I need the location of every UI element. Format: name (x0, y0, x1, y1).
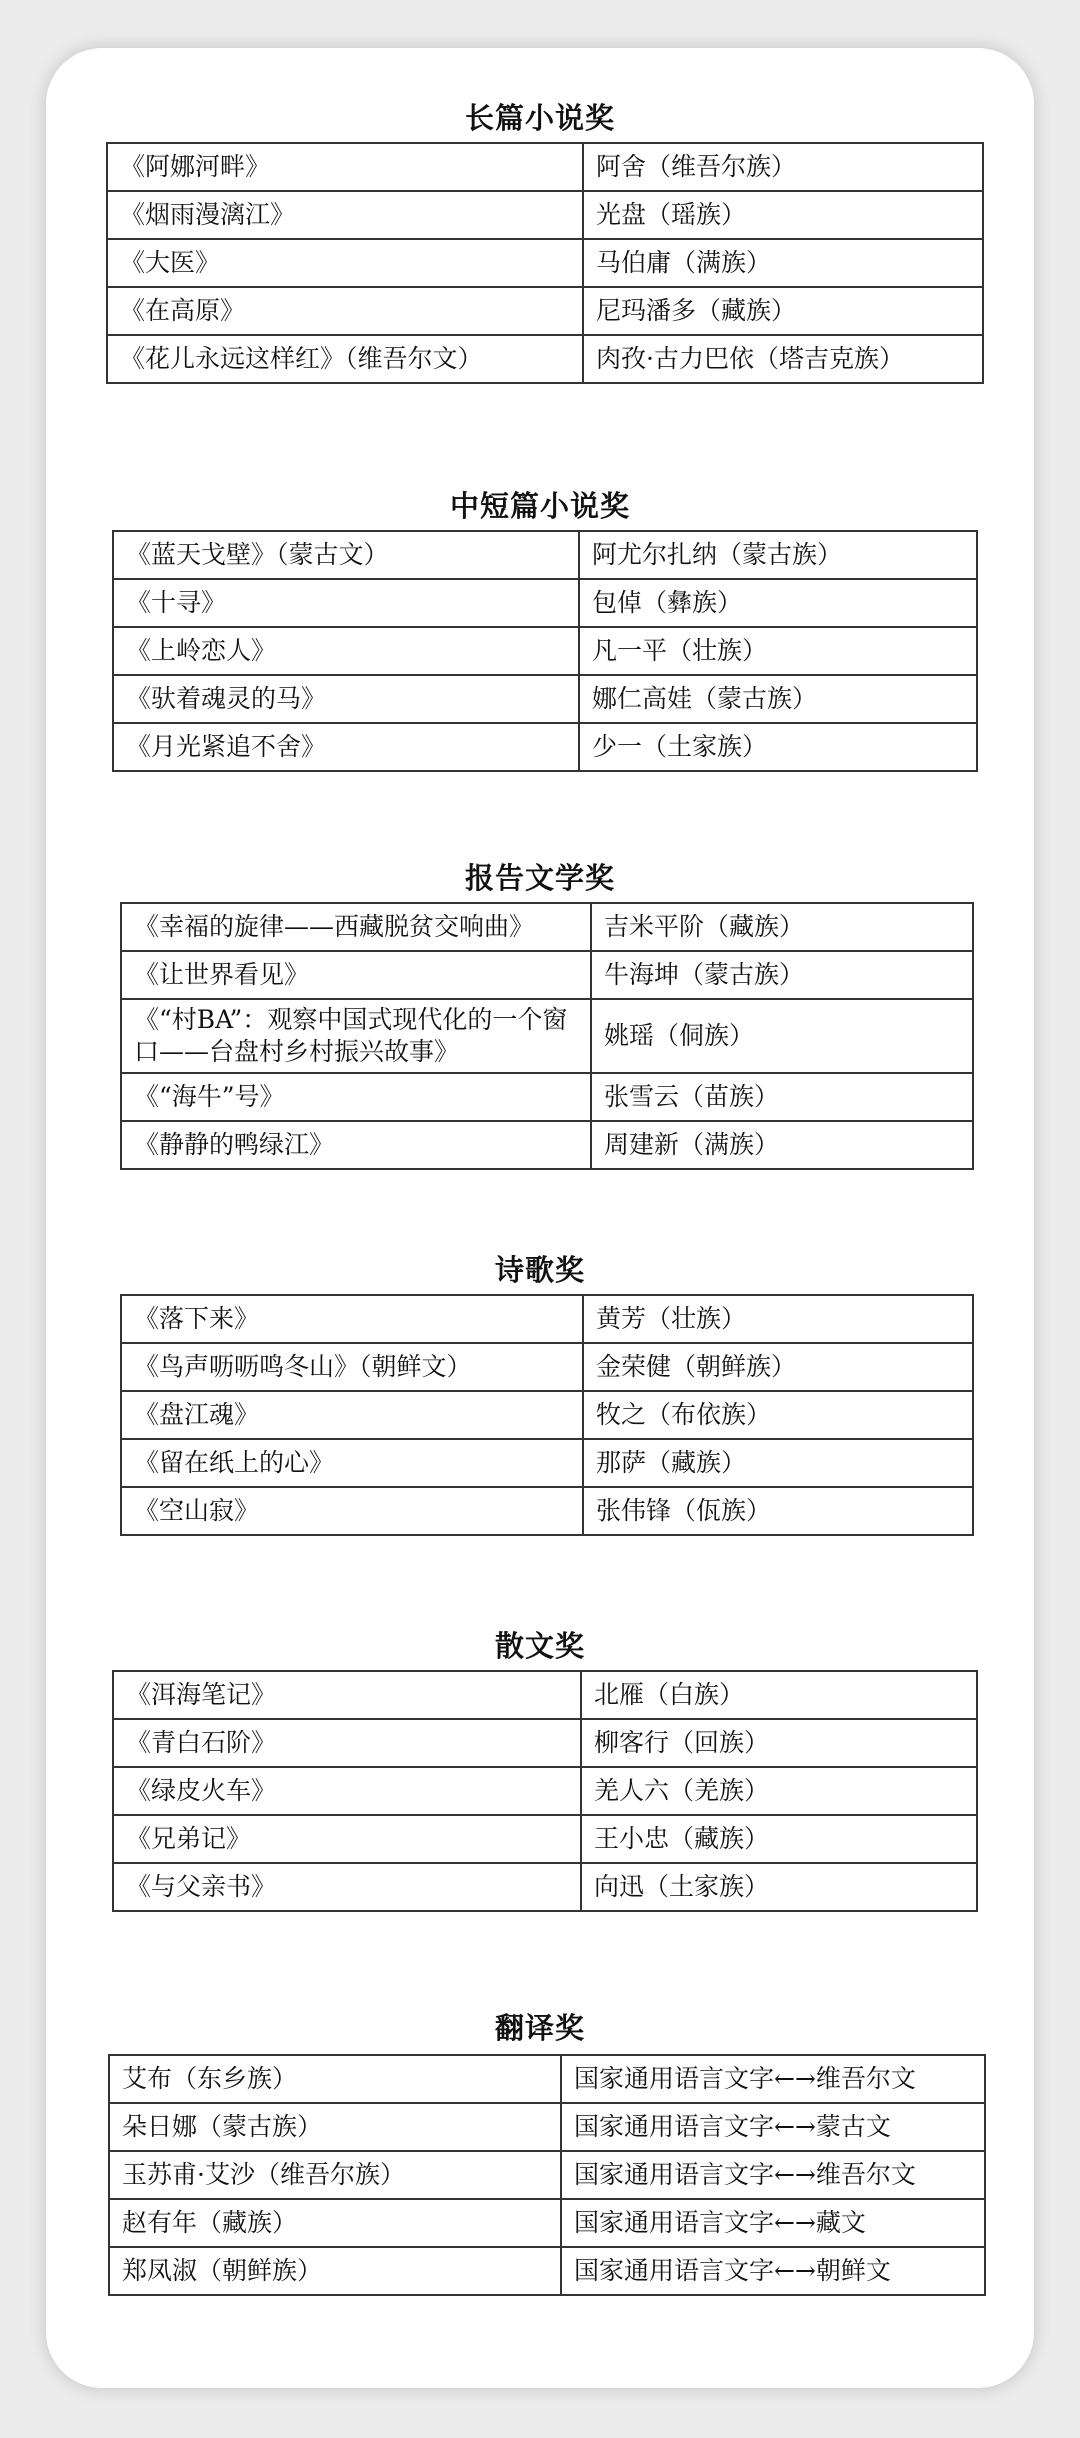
table-row (113, 627, 977, 675)
work-title: 《花儿永远这样红》（维吾尔文） (107, 335, 583, 383)
table-row (113, 1671, 977, 1719)
author: 向迅（土家族） (581, 1863, 977, 1911)
author: 光盘（瑶族） (583, 191, 983, 239)
table-row (113, 675, 977, 723)
work-title: 《绿皮火车》 (113, 1767, 581, 1815)
table-row (107, 143, 983, 191)
table-row (107, 287, 983, 335)
author: 阿舍（维吾尔族） (583, 143, 983, 191)
author: 娜仁高娃（蒙古族） (579, 675, 977, 723)
work-title: 《静静的鸭绿江》 (121, 1121, 591, 1169)
author: 金荣健（朝鲜族） (583, 1343, 973, 1391)
work-title: 《让世界看见》 (121, 951, 591, 999)
translator: 郑凤淑（朝鲜族） (109, 2247, 561, 2295)
table-row (113, 1719, 977, 1767)
work-title: 《大医》 (107, 239, 583, 287)
table-row (121, 1343, 973, 1391)
work-title: 《月光紧追不舍》 (113, 723, 579, 771)
work-title: 《蓝天戈壁》（蒙古文） (113, 531, 579, 579)
award-table (120, 1294, 974, 1536)
work-title: 《空山寂》 (121, 1487, 583, 1535)
translator: 朵日娜（蒙古族） (109, 2103, 561, 2151)
work-title: 《“村BA”：观察中国式现代化的一个窗口——台盘村乡村振兴故事》 (121, 999, 591, 1073)
work-title: 《“海牛”号》 (121, 1073, 591, 1121)
table-row (107, 191, 983, 239)
table-row (113, 1767, 977, 1815)
author: 牧之（布依族） (583, 1391, 973, 1439)
table-row (121, 1121, 973, 1169)
award-list-card (46, 48, 1034, 2388)
table-row (121, 1391, 973, 1439)
section-title: 翻译奖 (494, 2011, 585, 2045)
author: 包倬（彝族） (579, 579, 977, 627)
author: 肉孜·古力巴依（塔吉克族） (583, 335, 983, 383)
author: 那萨（藏族） (583, 1439, 973, 1487)
award-table (106, 142, 984, 384)
author: 张伟锋（佤族） (583, 1487, 973, 1535)
award-table (120, 902, 974, 1170)
work-title: 《烟雨漫漓江》 (107, 191, 583, 239)
work-title: 《落下来》 (121, 1295, 583, 1343)
author: 周建新（满族） (591, 1121, 973, 1169)
translator: 玉苏甫·艾沙（维吾尔族） (109, 2151, 561, 2199)
work-title: 《与父亲书》 (113, 1863, 581, 1911)
table-row (121, 1487, 973, 1535)
work-title: 《留在纸上的心》 (121, 1439, 583, 1487)
author: 马伯庸（满族） (583, 239, 983, 287)
table-row (109, 2247, 985, 2295)
language-pair: 国家通用语言文字←→维吾尔文 (561, 2055, 985, 2103)
award-table (108, 2054, 986, 2296)
table-row (109, 2151, 985, 2199)
table-row (113, 579, 977, 627)
section-title: 诗歌奖 (494, 1253, 585, 1287)
language-pair: 国家通用语言文字←→朝鲜文 (561, 2247, 985, 2295)
table-row (121, 903, 973, 951)
table-row (113, 531, 977, 579)
table-row (109, 2055, 985, 2103)
section-title: 散文奖 (494, 1629, 585, 1663)
work-title: 《上岭恋人》 (113, 627, 579, 675)
work-title: 《驮着魂灵的马》 (113, 675, 579, 723)
award-table (112, 530, 978, 772)
author: 张雪云（苗族） (591, 1073, 973, 1121)
author: 少一（土家族） (579, 723, 977, 771)
table-row (109, 2103, 985, 2151)
language-pair: 国家通用语言文字←→藏文 (561, 2199, 985, 2247)
author: 柳客行（回族） (581, 1719, 977, 1767)
author: 尼玛潘多（藏族） (583, 287, 983, 335)
language-pair: 国家通用语言文字←→维吾尔文 (561, 2151, 985, 2199)
language-pair: 国家通用语言文字←→蒙古文 (561, 2103, 985, 2151)
work-title: 《在高原》 (107, 287, 583, 335)
work-title: 《十寻》 (113, 579, 579, 627)
author: 牛海坤（蒙古族） (591, 951, 973, 999)
author: 北雁（白族） (581, 1671, 977, 1719)
award-table (112, 1670, 978, 1912)
author: 吉米平阶（藏族） (591, 903, 973, 951)
work-title: 《青白石阶》 (113, 1719, 581, 1767)
table-row (109, 2199, 985, 2247)
table-row (113, 1815, 977, 1863)
work-title: 《鸟声呖呖鸣冬山》（朝鲜文） (121, 1343, 583, 1391)
section-title: 长篇小说奖 (464, 101, 615, 135)
work-title: 《洱海笔记》 (113, 1671, 581, 1719)
author: 凡一平（壮族） (579, 627, 977, 675)
table-row (121, 1073, 973, 1121)
translator: 艾布（东乡族） (109, 2055, 561, 2103)
author: 姚瑶（侗族） (591, 999, 973, 1073)
table-row (121, 1439, 973, 1487)
work-title: 《盘江魂》 (121, 1391, 583, 1439)
author: 羌人六（羌族） (581, 1767, 977, 1815)
table-row (121, 1295, 973, 1343)
section-title: 中短篇小说奖 (449, 489, 630, 523)
author: 黄芳（壮族） (583, 1295, 973, 1343)
work-title: 《兄弟记》 (113, 1815, 581, 1863)
work-title: 《阿娜河畔》 (107, 143, 583, 191)
table-row (121, 999, 973, 1073)
author: 王小忠（藏族） (581, 1815, 977, 1863)
table-row (107, 335, 983, 383)
table-row (107, 239, 983, 287)
table-row (121, 951, 973, 999)
author: 阿尤尔扎纳（蒙古族） (579, 531, 977, 579)
work-title: 《幸福的旋律——西藏脱贫交响曲》 (121, 903, 591, 951)
translator: 赵有年（藏族） (109, 2199, 561, 2247)
section-title: 报告文学奖 (464, 861, 615, 895)
table-row (113, 723, 977, 771)
table-row (113, 1863, 977, 1911)
